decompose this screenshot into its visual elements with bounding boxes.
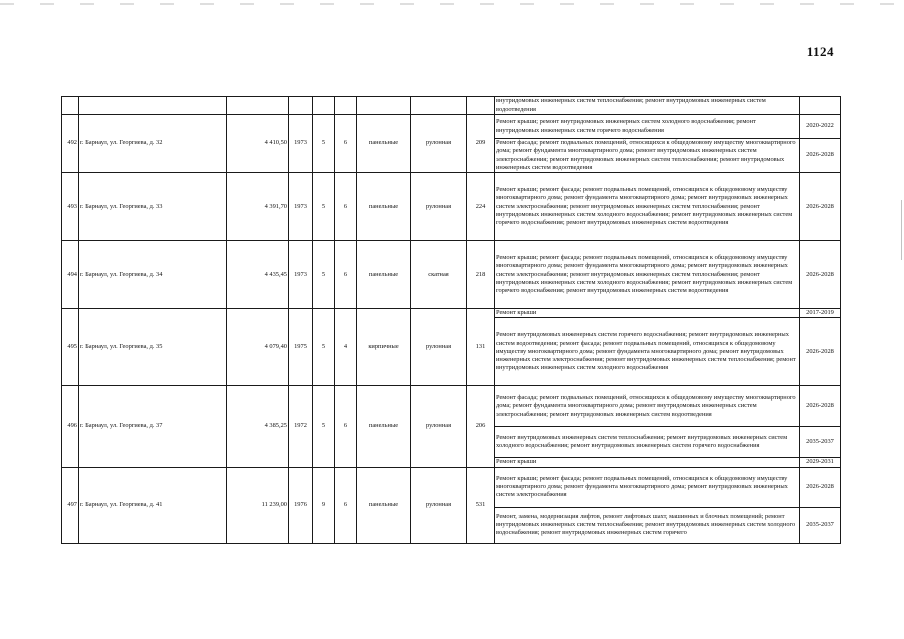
table-row (62, 467, 841, 507)
period-cell: 2020-2022 (800, 115, 841, 139)
scan-artifact-top (0, 3, 904, 5)
work-list-cell: Ремонт фасада; ремонт подвальных помещений, относящихся к общедомовому имуществу многоквартирного дома; ремонт фундамента многоквартирного дома; ремонт внутридомовых инженерных систем электроснабжения; ремонт внутридомовых инженерных систем водоотведения (495, 386, 800, 427)
area-cell: 4 079,40 (227, 309, 289, 386)
roof-type-cell: рулонная (411, 173, 467, 241)
entrances-cell: 6 (335, 115, 357, 173)
table-cell-empty (79, 97, 227, 115)
residents-cell: 224 (467, 173, 495, 241)
floors-cell: 9 (313, 467, 335, 543)
address-cell: г. Барнаул, ул. Георгиева, д. 32 (79, 115, 227, 173)
period-cell: 2026-2028 (800, 139, 841, 173)
address-cell: г. Барнаул, ул. Георгиева, д. 34 (79, 241, 227, 309)
address-cell: г. Барнаул, ул. Георгиева, д. 41 (79, 467, 227, 543)
area-cell: 4 385,25 (227, 386, 289, 467)
work-list-cell: Ремонт, замена, модернизация лифтов, ремонт лифтовых шахт, машинных и блочных помещений; ремонт внутридомовых инженерных систем теплоснабжения; ремонт внутридомовых инженерных систем холодного водоснабжения; ремонт внутридомовых инженерных систем горячего (495, 507, 800, 543)
period-cell: 2029-2031 (800, 458, 841, 467)
row-number: 494 (62, 241, 79, 309)
residents-cell: 218 (467, 241, 495, 309)
year-cell: 1972 (289, 386, 313, 467)
table-cell-empty (411, 97, 467, 115)
roof-type-cell: скатная (411, 241, 467, 309)
work-list-cell: Ремонт крыши; ремонт фасада; ремонт подвальных помещений, относящихся к общедомовому имуществу многоквартирного дома; ремонт фундамента многоквартирного дома; ремонт внутридомовых инженерных систем электроснабжения (495, 467, 800, 507)
table-row (62, 115, 841, 139)
entrances-cell: 6 (335, 467, 357, 543)
period-cell: 2017-2019 (800, 309, 841, 318)
table-cell-empty (335, 97, 357, 115)
floors-cell: 5 (313, 241, 335, 309)
roof-type-cell: рулонная (411, 115, 467, 173)
work-list-cell: Ремонт внутридомовых инженерных систем горячего водоснабжения; ремонт внутридомовых инженерных систем водоотведения; ремонт фасада; ремонт подвальных помещений, относящихся к общедомовому имуществу многоквартирного дома; ремонт фундамента многоквартирного дома; ремонт внутридомовых инженерных систем электроснабжения; ремонт внутридомовых инженерных систем теплоснабжения; ремонт внутридомовых инженерных систем холодного водоснабжения (495, 318, 800, 386)
entrances-cell: 6 (335, 173, 357, 241)
work-list-cell: Ремонт внутридомовых инженерных систем теплоснабжения; ремонт внутридомовых инженерных систем холодного водоснабжения; ремонт внутридомовых инженерных систем горячего водоснабжения (495, 427, 800, 458)
table-row-continuation (62, 97, 841, 115)
address-cell: г. Барнаул, ул. Георгиева, д. 33 (79, 173, 227, 241)
residents-cell: 206 (467, 386, 495, 467)
roof-type-cell: рулонная (411, 309, 467, 386)
period-cell: 2035-2037 (800, 427, 841, 458)
work-list-cell: Ремонт крыши (495, 309, 800, 318)
table-row (62, 386, 841, 427)
scan-artifact-right (901, 200, 902, 260)
work-list-cell: Ремонт крыши (495, 458, 800, 467)
roof-type-cell: рулонная (411, 467, 467, 543)
year-cell: 1973 (289, 115, 313, 173)
period-cell: 2026-2028 (800, 241, 841, 309)
floors-cell: 5 (313, 115, 335, 173)
work-list-cell: Ремонт крыши; ремонт внутридомовых инженерных систем холодного водоснабжения; ремонт внутридомовых инженерных систем горячего водоснабжения (495, 115, 800, 139)
work-list-cell: Ремонт крыши; ремонт фасада; ремонт подвальных помещений, относящихся к общедомовому имуществу многоквартирного дома; ремонт фундамента многоквартирного дома; ремонт внутридомовых инженерных систем электроснабжения; ремонт внутридомовых инженерных систем теплоснабжения; ремонт внутридомовых инженерных систем холодного водоснабжения; ремонт внутридомовых инженерных систем горячего водоснабжения; ремонт внутридомовых инженерных систем водоотведения (495, 241, 800, 309)
wall-material-cell: панельные (357, 173, 411, 241)
period-cell: 2026-2028 (800, 386, 841, 427)
page-number: 1124 (806, 44, 834, 59)
year-cell: 1975 (289, 309, 313, 386)
period-cell: 2026-2028 (800, 467, 841, 507)
row-number: 495 (62, 309, 79, 386)
table-cell-empty (467, 97, 495, 115)
work-list-cell: Ремонт крыши; ремонт фасада; ремонт подвальных помещений, относящихся к общедомовому имуществу многоквартирного дома; ремонт фундамента многоквартирного дома; ремонт внутридомовых инженерных систем электроснабжения; ремонт внутридомовых инженерных систем теплоснабжения; ремонт внутридомовых инженерных систем холодного водоснабжения; ремонт внутридомовых инженерных систем горячего водоснабжения; ремонт внутридомовых инженерных систем водоотведения (495, 173, 800, 241)
year-cell: 1976 (289, 467, 313, 543)
residents-cell: 531 (467, 467, 495, 543)
wall-material-cell: панельные (357, 241, 411, 309)
row-number: 497 (62, 467, 79, 543)
wall-material-cell: панельные (357, 115, 411, 173)
residents-cell: 209 (467, 115, 495, 173)
table-cell-empty (800, 97, 841, 115)
table-cell-empty (357, 97, 411, 115)
row-number: 493 (62, 173, 79, 241)
floors-cell: 5 (313, 309, 335, 386)
period-cell: 2026-2028 (800, 318, 841, 386)
address-cell: г. Барнаул, ул. Георгиева, д. 35 (79, 309, 227, 386)
work-list-cell: внутридомовых инженерных систем теплоснабжения; ремонт внутридомовых инженерных систем водоотведения (495, 97, 800, 115)
wall-material-cell: кирпичные (357, 309, 411, 386)
capital-repair-table (61, 96, 841, 544)
work-list-cell: Ремонт фасада; ремонт подвальных помещений, относящихся к общедомовому имуществу многоквартирного дома; ремонт фундамента многоквартирного дома; ремонт внутридомовых инженерных систем электроснабжения; ремонт внутридомовых инженерных систем теплоснабжения; ремонт внутридомовых инженерных систем водоотведения (495, 139, 800, 173)
table-cell-empty (62, 97, 79, 115)
area-cell: 4 410,50 (227, 115, 289, 173)
residents-cell: 131 (467, 309, 495, 386)
wall-material-cell: панельные (357, 467, 411, 543)
table-row (62, 173, 841, 241)
table-cell-empty (313, 97, 335, 115)
entrances-cell: 4 (335, 309, 357, 386)
area-cell: 4 435,45 (227, 241, 289, 309)
table-row (62, 241, 841, 309)
row-number: 492 (62, 115, 79, 173)
floors-cell: 5 (313, 173, 335, 241)
period-cell: 2035-2037 (800, 507, 841, 543)
wall-material-cell: панельные (357, 386, 411, 467)
year-cell: 1973 (289, 173, 313, 241)
table-cell-empty (289, 97, 313, 115)
table-cell-empty (227, 97, 289, 115)
table-row (62, 309, 841, 318)
period-cell: 2026-2028 (800, 173, 841, 241)
roof-type-cell: рулонная (411, 386, 467, 467)
address-cell: г. Барнаул, ул. Георгиева, д. 37 (79, 386, 227, 467)
floors-cell: 5 (313, 386, 335, 467)
area-cell: 4 391,70 (227, 173, 289, 241)
entrances-cell: 6 (335, 241, 357, 309)
row-number: 496 (62, 386, 79, 467)
entrances-cell: 6 (335, 386, 357, 467)
year-cell: 1973 (289, 241, 313, 309)
area-cell: 11 239,00 (227, 467, 289, 543)
